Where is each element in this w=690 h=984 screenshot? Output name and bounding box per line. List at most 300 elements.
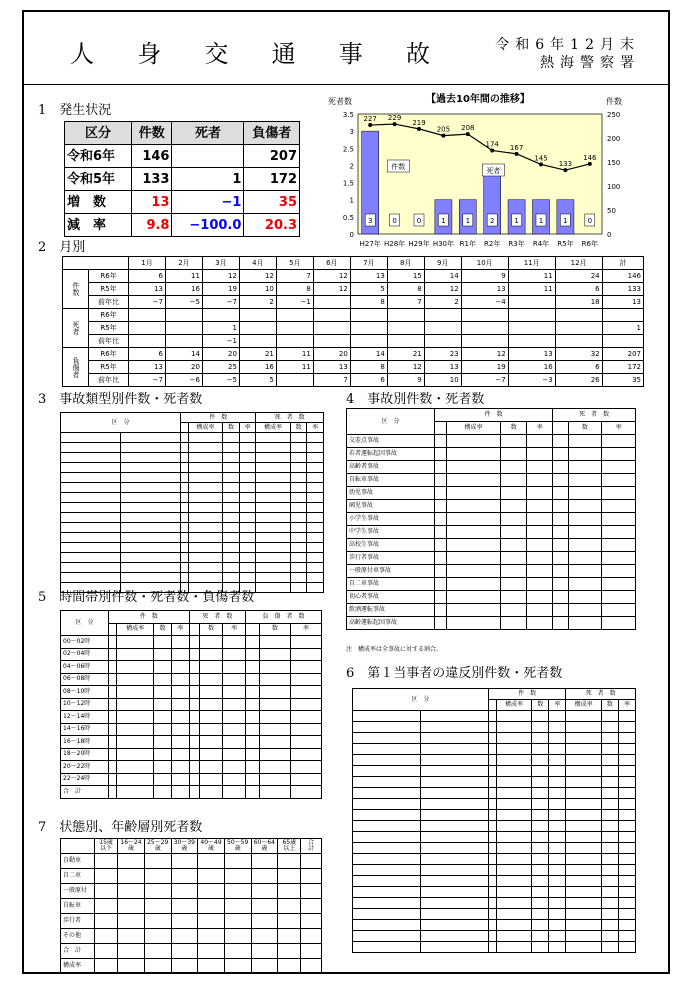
cell	[171, 673, 189, 686]
cell	[256, 583, 291, 593]
cell: 中学生事故	[347, 526, 435, 539]
cell: 6	[350, 374, 387, 387]
cell	[290, 533, 307, 543]
cell: 自二車	[61, 869, 95, 884]
section3-heading: 3 事故類型別件数・死者数	[38, 392, 203, 407]
cell: 若者運転起因事故	[347, 448, 435, 461]
table-row	[353, 942, 636, 953]
cell	[200, 786, 223, 799]
cell: 16	[239, 361, 276, 374]
cell	[121, 553, 181, 563]
cell: 件数	[63, 270, 89, 309]
ytick-right: 250	[607, 111, 621, 119]
cell	[501, 578, 527, 591]
cell	[566, 744, 602, 755]
cell	[61, 553, 121, 563]
cell	[256, 513, 291, 523]
cell	[489, 711, 497, 722]
cell: 11	[276, 348, 313, 361]
cell	[568, 513, 602, 526]
cell: 11	[165, 270, 202, 283]
cell	[223, 523, 240, 533]
cell	[200, 698, 223, 711]
table-row	[353, 810, 636, 821]
cell	[154, 648, 172, 661]
cell	[290, 453, 307, 463]
summary-table	[64, 121, 300, 237]
cell: 8	[350, 361, 387, 374]
cell	[549, 777, 566, 788]
cell	[154, 686, 172, 699]
cell	[144, 884, 171, 899]
cell: −7	[461, 374, 508, 387]
cell: 133	[602, 283, 643, 296]
table-row	[347, 500, 636, 513]
cell	[489, 799, 497, 810]
cell	[549, 887, 566, 898]
cell	[290, 473, 307, 483]
table-row	[353, 898, 636, 909]
cell	[239, 463, 256, 473]
cell	[278, 899, 301, 914]
cell	[200, 723, 223, 736]
cell	[601, 755, 618, 766]
cell: 合 計	[301, 839, 322, 854]
cell	[223, 636, 246, 649]
cell	[171, 686, 189, 699]
cell	[61, 839, 95, 854]
cell	[527, 526, 553, 539]
table-row	[353, 920, 636, 931]
cell: 11月	[508, 257, 555, 270]
cell	[256, 463, 291, 473]
cell	[602, 309, 643, 322]
cell	[549, 722, 566, 733]
cell	[601, 920, 618, 931]
count-point	[563, 168, 567, 172]
table-row	[61, 453, 324, 463]
ytick-right: 200	[607, 135, 621, 143]
cell: 13	[461, 283, 508, 296]
xtick: R4年	[532, 240, 550, 248]
table-row	[347, 591, 636, 604]
cell	[109, 686, 117, 699]
cell: 数	[601, 700, 618, 711]
cell	[568, 578, 602, 591]
cell	[278, 929, 301, 944]
cell	[532, 887, 549, 898]
cell	[95, 914, 118, 929]
cell	[566, 887, 602, 898]
cell	[117, 761, 154, 774]
cell: 22〜24時	[61, 773, 109, 786]
cell	[223, 736, 246, 749]
cell	[121, 513, 181, 523]
bar-label: 1	[514, 217, 519, 225]
table-row	[353, 821, 636, 832]
cell: 構成率	[256, 423, 291, 433]
cell	[601, 843, 618, 854]
cell	[496, 832, 532, 843]
cell	[435, 591, 447, 604]
cell	[601, 942, 618, 953]
title-char: 故	[405, 40, 430, 68]
cell	[189, 711, 199, 724]
cell: 18〜20時	[61, 748, 109, 761]
cell	[260, 786, 291, 799]
cell	[301, 899, 322, 914]
cell	[421, 843, 489, 854]
cell	[109, 673, 117, 686]
cell	[188, 503, 223, 513]
xtick: H27年	[359, 240, 381, 248]
cell	[260, 686, 291, 699]
cell	[532, 942, 549, 953]
cell: R5年	[89, 283, 129, 296]
cell	[446, 578, 500, 591]
cell	[251, 959, 278, 974]
row-label: 令和5年	[65, 168, 132, 191]
cell	[568, 526, 602, 539]
table-row	[61, 493, 324, 503]
cell	[171, 736, 189, 749]
cell: 前年比	[89, 335, 129, 348]
table-row	[61, 503, 324, 513]
cell	[489, 843, 497, 854]
cell	[223, 661, 246, 674]
ytick-right: 150	[607, 159, 621, 167]
cell	[532, 832, 549, 843]
cell	[353, 898, 421, 909]
table-row	[61, 914, 322, 929]
cell	[555, 322, 602, 335]
cell	[489, 766, 497, 777]
cell	[601, 909, 618, 920]
table-row	[61, 673, 322, 686]
cell	[188, 523, 223, 533]
xtick: H30年	[432, 240, 454, 248]
cell	[421, 909, 489, 920]
table-row	[61, 573, 324, 583]
cell: 高校生事故	[347, 539, 435, 552]
cell	[435, 487, 447, 500]
cell	[246, 773, 260, 786]
cell	[568, 487, 602, 500]
table-row	[61, 773, 322, 786]
cell	[555, 309, 602, 322]
cell	[532, 777, 549, 788]
bar-label: 2	[489, 217, 495, 225]
cell	[553, 513, 568, 526]
cell	[256, 543, 291, 553]
cell	[121, 483, 181, 493]
cell	[290, 463, 307, 473]
cell: 25	[202, 361, 239, 374]
cell	[446, 513, 500, 526]
cell: 207	[602, 348, 643, 361]
cell	[353, 777, 421, 788]
cell	[246, 736, 260, 749]
section5-heading: 5 時間帯別件数・死者数・負傷者数	[38, 590, 255, 605]
cell	[276, 374, 313, 387]
cell	[553, 617, 568, 630]
cell	[223, 673, 246, 686]
cell	[61, 573, 121, 583]
cell	[566, 777, 602, 788]
cell: 構成率	[61, 959, 95, 974]
table-row	[61, 483, 324, 493]
cell	[501, 513, 527, 526]
cell: 園児事故	[347, 500, 435, 513]
cell	[188, 543, 223, 553]
cell	[224, 944, 251, 959]
cell: 16	[165, 283, 202, 296]
cell	[118, 854, 145, 869]
cell	[307, 483, 324, 493]
cell	[165, 335, 202, 348]
cell	[181, 523, 189, 533]
cell	[307, 523, 324, 533]
table-row	[61, 433, 324, 443]
cell	[154, 761, 172, 774]
cell	[260, 748, 291, 761]
cell	[501, 565, 527, 578]
cell	[307, 533, 324, 543]
cell	[496, 766, 532, 777]
cell	[260, 698, 291, 711]
cell	[121, 473, 181, 483]
cell	[171, 854, 198, 869]
section1-heading: 1 発生状況	[38, 103, 112, 118]
cell	[568, 539, 602, 552]
callout-kensu: 件数	[391, 163, 406, 171]
section7-heading: 7 状態別、年齢層別死者数	[38, 820, 203, 835]
header-row	[353, 689, 636, 700]
cell: 19	[461, 361, 508, 374]
cell: 13	[131, 191, 172, 214]
cell	[189, 786, 199, 799]
cell	[549, 898, 566, 909]
cell	[181, 493, 189, 503]
cell: 13	[350, 270, 387, 283]
cell	[532, 920, 549, 931]
cell	[527, 604, 553, 617]
cell	[61, 473, 121, 483]
cell: 02〜04時	[61, 648, 109, 661]
cell	[171, 698, 189, 711]
cell	[553, 487, 568, 500]
cell: R5年	[89, 322, 129, 335]
cell: 35	[244, 191, 300, 214]
section2-heading: 2 月別	[38, 240, 86, 255]
table-row	[353, 931, 636, 942]
cell: 11	[508, 283, 555, 296]
table-row	[347, 487, 636, 500]
cell	[527, 448, 553, 461]
cell	[549, 865, 566, 876]
cell	[601, 733, 618, 744]
cell	[555, 335, 602, 348]
cell: 146	[602, 270, 643, 283]
cell	[501, 617, 527, 630]
cell	[121, 443, 181, 453]
cell	[353, 920, 421, 931]
cell	[61, 453, 121, 463]
table-row	[61, 884, 322, 899]
cell: 2	[239, 296, 276, 309]
count-point	[539, 162, 543, 166]
table-row	[61, 723, 322, 736]
cell	[496, 898, 532, 909]
cell	[568, 461, 602, 474]
cell	[109, 761, 117, 774]
cell	[421, 942, 489, 953]
cell	[461, 335, 508, 348]
cell	[568, 435, 602, 448]
cell: −7	[129, 296, 166, 309]
col-shisha: 死者	[172, 122, 244, 145]
cell	[239, 309, 276, 322]
cell	[353, 788, 421, 799]
cell: 12	[239, 270, 276, 283]
cell	[291, 761, 322, 774]
cell: 初心者事故	[347, 591, 435, 604]
cell: 40〜49歳	[198, 839, 225, 854]
table-row	[63, 335, 644, 348]
cell	[601, 887, 618, 898]
cell	[568, 617, 602, 630]
cell	[532, 755, 549, 766]
cell	[602, 513, 636, 526]
cell	[188, 533, 223, 543]
cell	[532, 876, 549, 887]
cell	[200, 711, 223, 724]
count-point	[515, 152, 519, 156]
cell: 率	[618, 700, 635, 711]
cell: −6	[165, 374, 202, 387]
cell	[618, 865, 635, 876]
xtick: R2年	[484, 240, 501, 248]
cell	[566, 920, 602, 931]
table-row	[353, 744, 636, 755]
cell	[601, 821, 618, 832]
cell	[496, 821, 532, 832]
cell	[618, 821, 635, 832]
cell	[260, 736, 291, 749]
cell: 21	[239, 348, 276, 361]
header-row	[347, 409, 636, 422]
cell: 7	[313, 374, 350, 387]
cell	[566, 909, 602, 920]
cell	[109, 786, 117, 799]
ytick-left: 0	[349, 231, 354, 239]
cell	[144, 959, 171, 974]
cell	[424, 309, 461, 322]
cell	[489, 931, 497, 942]
cell	[566, 876, 602, 887]
section4-heading: 4 事故別件数・死者数	[346, 392, 485, 407]
cell	[260, 648, 291, 661]
cell	[446, 500, 500, 513]
cell	[154, 748, 172, 761]
cell: R6年	[89, 348, 129, 361]
cell: 数	[568, 422, 602, 435]
ytick-left: 2.5	[342, 145, 354, 154]
cell	[501, 591, 527, 604]
cell: 5月	[276, 257, 313, 270]
cell	[353, 766, 421, 777]
chart-title: 【過去10年間の推移】	[426, 94, 530, 105]
cell	[154, 661, 172, 674]
cell	[223, 533, 240, 543]
cell	[260, 673, 291, 686]
cell	[251, 869, 278, 884]
cell	[256, 443, 291, 453]
cell: 区 分	[61, 413, 181, 433]
cell	[239, 443, 256, 453]
cell	[618, 799, 635, 810]
cell	[602, 526, 636, 539]
cell	[353, 821, 421, 832]
cell: 交差点事故	[347, 435, 435, 448]
cell	[121, 573, 181, 583]
cell	[353, 810, 421, 821]
cell	[618, 777, 635, 788]
cell	[532, 744, 549, 755]
cell	[181, 463, 189, 473]
cell	[549, 766, 566, 777]
cell	[601, 744, 618, 755]
cell	[278, 884, 301, 899]
cell	[566, 766, 602, 777]
cell	[489, 865, 497, 876]
table-row	[63, 322, 644, 335]
cell: 数	[200, 623, 223, 636]
table-row	[61, 748, 322, 761]
cell	[239, 483, 256, 493]
cell	[532, 766, 549, 777]
cell	[489, 887, 497, 898]
cell	[446, 552, 500, 565]
cell	[301, 929, 322, 944]
cell: 負傷者	[63, 348, 89, 387]
cell: 9.8	[131, 214, 172, 237]
cell	[435, 513, 447, 526]
count-point	[490, 148, 494, 152]
cell	[189, 736, 199, 749]
cell	[118, 959, 145, 974]
cell	[489, 777, 497, 788]
cell	[435, 526, 447, 539]
ylabel-left: 死者数	[328, 97, 352, 106]
cell	[421, 854, 489, 865]
cell	[154, 736, 172, 749]
cell	[353, 722, 421, 733]
cell: 207	[244, 145, 300, 168]
cell	[307, 503, 324, 513]
cell	[117, 736, 154, 749]
cell: 数	[154, 623, 172, 636]
cell	[129, 322, 166, 335]
cell: 数	[501, 422, 527, 435]
cell: −5	[202, 374, 239, 387]
cell	[307, 543, 324, 553]
cell	[618, 920, 635, 931]
cell: 60〜64歳	[251, 839, 278, 854]
cell	[553, 604, 568, 617]
cell	[224, 869, 251, 884]
cell: 死 者 数	[566, 689, 636, 700]
